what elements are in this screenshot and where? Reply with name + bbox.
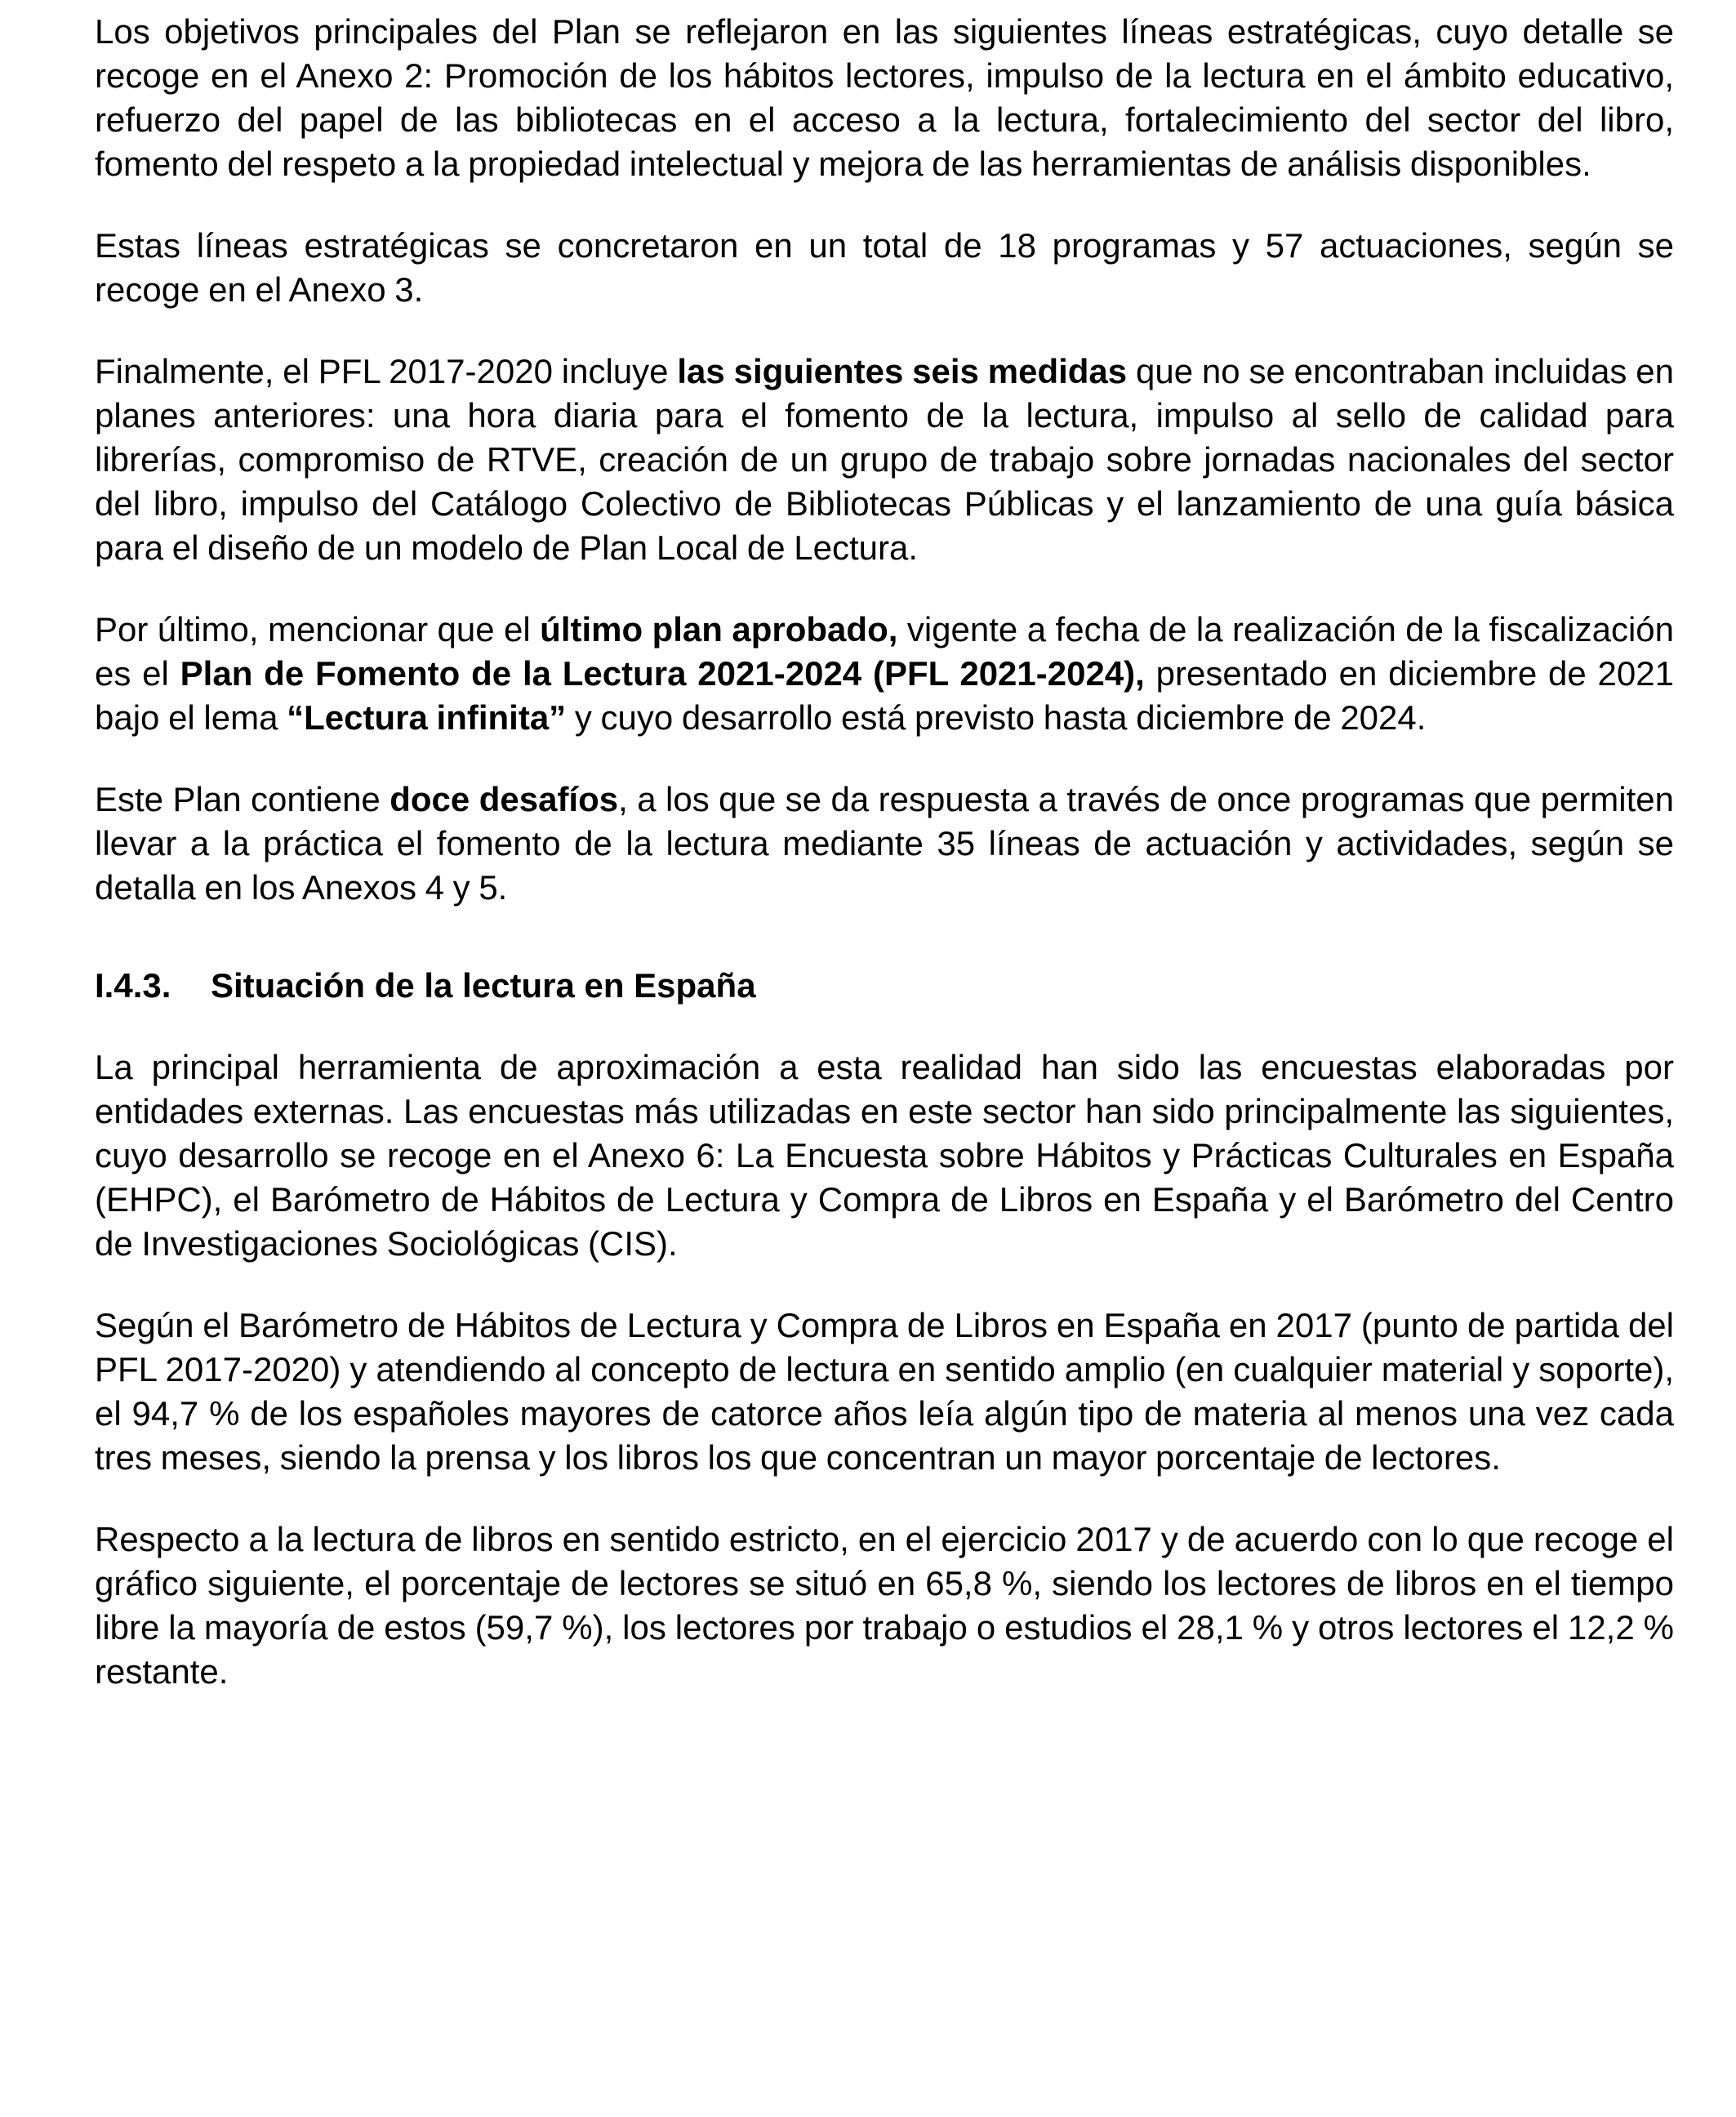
paragraph-six-measures	[95, 350, 1674, 570]
bold-run-motto: “Lectura infinita”	[287, 698, 567, 737]
text-run: Por último, mencionar que el	[95, 610, 541, 648]
document-page	[95, 10, 1674, 1694]
text-run: Este Plan contiene	[95, 780, 390, 818]
paragraph-barometer-2017: Según el Barómetro de Hábitos de Lectura y Compra de Libros en España en 2017 (punto de partida del PFL 2017-2020) y atendiendo al concepto de lectura en sentido amplio (en cualquier material y soporte), el 94,7 % de los españoles mayores de catorce años leía algún tipo de materia al menos una vez cada tres meses, siendo la prensa y los libros los que concentran un mayor porcentaje de lectores.	[95, 1306, 1674, 1477]
text-run: , a los que se da respuesta a través de once programas que permiten llevar a la práctica el fomento de la lectura mediante 35 líneas de actuación y actividades, según se detalla en los Anexos 4 y 5.	[95, 780, 1674, 907]
bold-run-plan-name: Plan de Fomento de la Lectura 2021-2024 (PFL 2021-2024),	[180, 654, 1145, 693]
paragraph-surveys: La principal herramienta de aproximación a esta realidad han sido las encuestas elaboradas por entidades externas. Las encuestas más utilizadas en este sector han sido principalmente las siguientes, cuyo desarrollo se recoge en el Anexo 6: La Encuesta sobre Hábitos y Prácticas Culturales en España (EHPC), el Barómetro de Hábitos de Lectura y Compra de Libros en España y el Barómetro del Centro de Investigaciones Sociológicas (CIS).	[95, 1048, 1674, 1263]
paragraph-programs: Estas líneas estratégicas se concretaron en un total de 18 programas y 57 actuaciones, según se recoge en el Anexo 3.	[95, 226, 1674, 309]
text-run: presentado en diciembre de 2021 bajo el lema	[95, 654, 1674, 737]
section-heading	[95, 964, 1674, 1008]
bold-run-last-plan: último plan aprobado,	[540, 610, 898, 648]
text-run: vigente a fecha de la realización de la fiscalización es el	[95, 610, 1674, 693]
section-number: I.4.3.	[95, 966, 171, 1005]
paragraph-strategic-lines: Los objetivos principales del Plan se reflejaron en las siguientes líneas estratégicas, cuyo detalle se recoge en el Anexo 2: Promoción de los hábitos lectores, impulso de la lectura en el ámbito educativo, refuerzo del papel de las bibliotecas en el acceso a la lectura, fortalecimiento del sector del libro, fomento del respeto a la propiedad intelectual y mejora de las herramientas de análisis disponibles.	[95, 12, 1674, 183]
paragraph-challenges	[95, 778, 1674, 910]
text-run: y cuyo desarrollo está previsto hasta diciembre de 2024.	[566, 698, 1427, 737]
text-run: Finalmente, el PFL 2017-2020 incluye	[95, 352, 678, 390]
text-run: que no se encontraban incluidas en planes anteriores: una hora diaria para el fomento de la lectura, impulso al sello de calidad para librerías, compromiso de RTVE, creación de un grupo de trabajo sobre jornadas nacionales del sector del libro, impulso del Catálogo Colectivo de Bibliotecas Públicas y el lanzamiento de una guía básica para el diseño de un modelo de Plan Local de Lectura.	[95, 352, 1674, 567]
section-title: Situación de la lectura en España	[211, 966, 756, 1005]
paragraph-book-readers: Respecto a la lectura de libros en sentido estricto, en el ejercicio 2017 y de acuerdo con lo que recoge el gráfico siguiente, el porcentaje de lectores se situó en 65,8 %, siendo los lectores de libros en el tiempo libre la mayoría de estos (59,7 %), los lectores por trabajo o estudios el 28,1 % y otros lectores el 12,2 % restante.	[95, 1520, 1674, 1691]
bold-run-challenges: doce desafíos	[389, 780, 619, 818]
paragraph-last-plan	[95, 608, 1674, 740]
bold-run-six-measures: las siguientes seis medidas	[677, 352, 1128, 390]
